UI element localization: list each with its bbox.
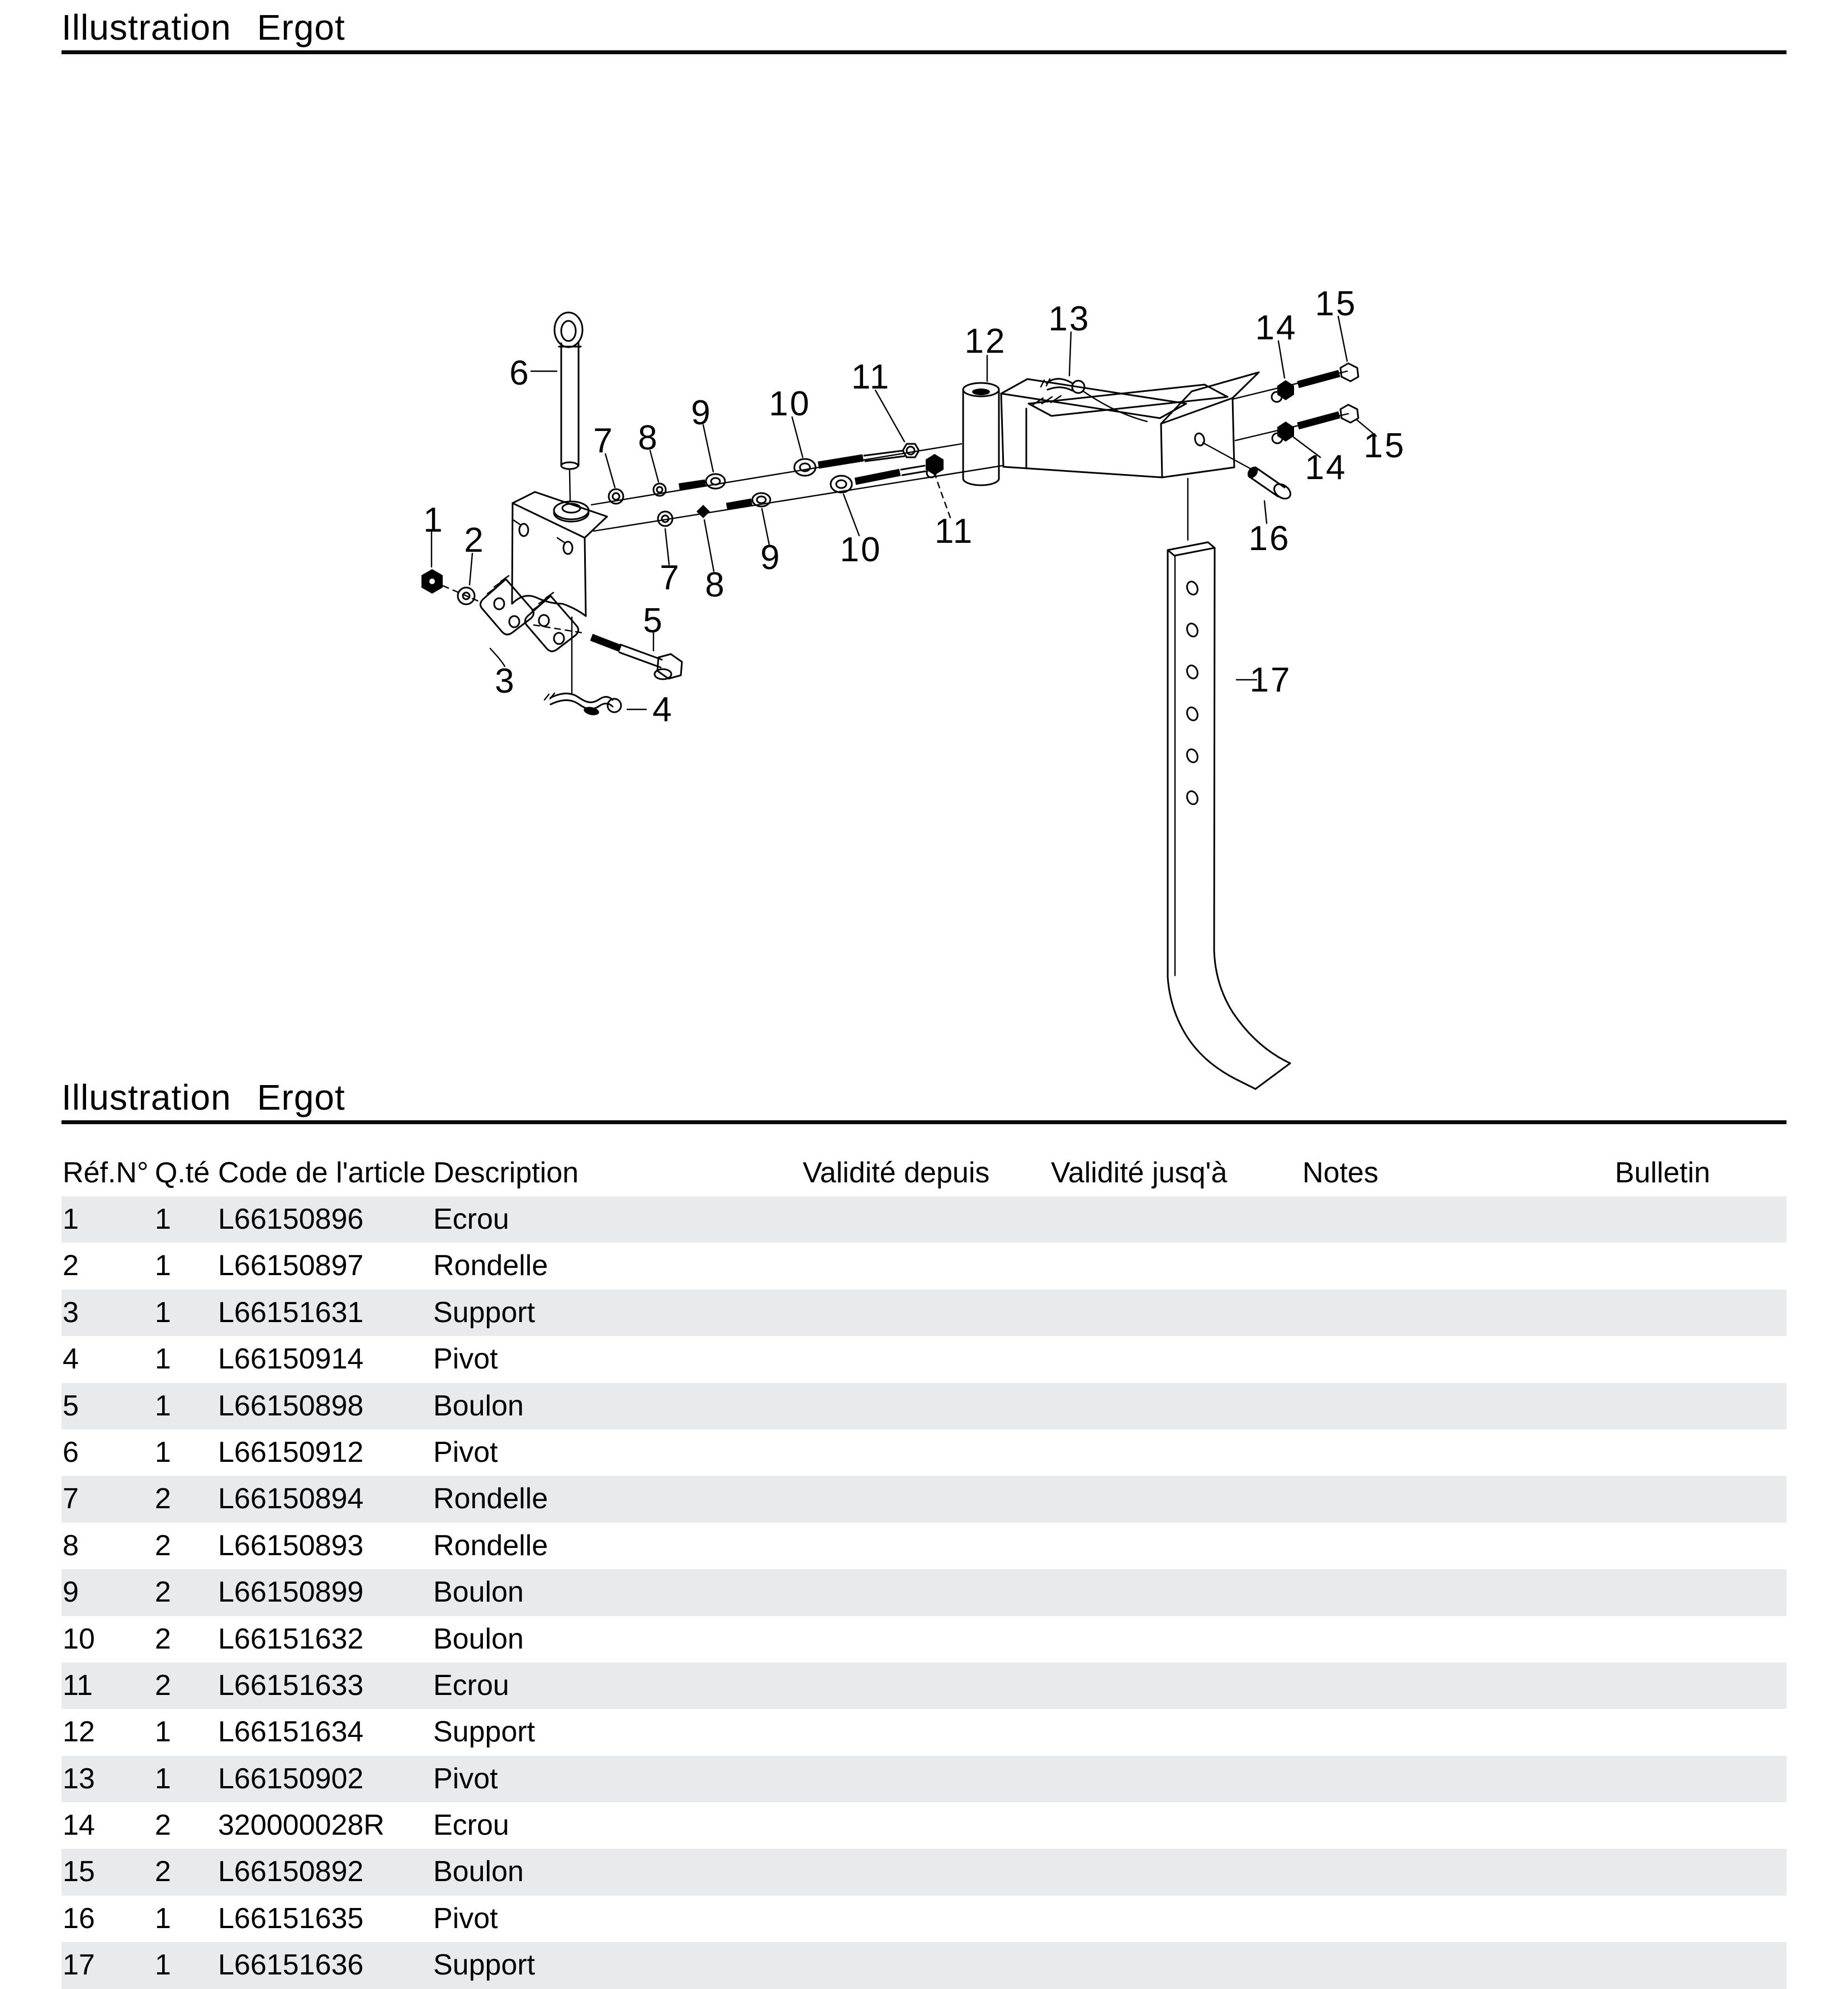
cell-qty: 2 (155, 1855, 171, 1888)
part-bolt-15b-drawing (1298, 405, 1358, 426)
callout-1: 1 (423, 501, 444, 539)
callout-13: 13 (1048, 300, 1091, 338)
cell-ref: 16 (63, 1902, 95, 1935)
cell-description: Pivot (433, 1436, 498, 1469)
table-row (61, 1942, 1787, 1988)
cell-description: Rondelle (433, 1483, 548, 1516)
cell-qty: 2 (155, 1529, 171, 1562)
cell-code: L66150898 (218, 1389, 364, 1422)
callout-10a: 10 (769, 385, 811, 423)
table-title-app: Illustration (61, 1077, 231, 1117)
cell-qty: 2 (155, 1622, 171, 1655)
cell-code: L66151635 (218, 1902, 364, 1935)
part-bolt-15a-drawing (1298, 363, 1358, 385)
table-row (61, 1802, 1787, 1849)
header-bulletin: Bulletin (1615, 1157, 1710, 1189)
part-pivot-pin-6-drawing (555, 312, 582, 501)
cell-description: Boulon (433, 1855, 524, 1888)
cell-code: L66150892 (218, 1855, 364, 1888)
part-support-cylinder-12-drawing (963, 383, 999, 485)
cell-ref: 1 (63, 1203, 79, 1235)
cell-qty: 1 (155, 1762, 171, 1795)
table-row (61, 1476, 1787, 1522)
cell-description: Rondelle (433, 1249, 548, 1282)
cell-qty: 1 (155, 1249, 171, 1282)
table-row (61, 1616, 1787, 1663)
table-row (61, 1756, 1787, 1802)
header-valid-until: Validité jusq'à (1051, 1157, 1228, 1189)
cell-ref: 15 (63, 1855, 95, 1888)
cell-qty: 1 (155, 1949, 171, 1982)
page-title-section: Ergot (257, 7, 345, 48)
part-nut-14b-drawing (1272, 422, 1294, 443)
cell-qty: 2 (155, 1669, 171, 1702)
cell-qty: 2 (155, 1576, 171, 1609)
table-row (61, 1243, 1787, 1289)
cell-code: 320000028R (218, 1809, 385, 1842)
callout-9b: 9 (760, 538, 781, 577)
callout-17: 17 (1249, 661, 1292, 699)
table-row (61, 1709, 1787, 1755)
part-nut-11a-drawing (903, 444, 919, 457)
callout-15b: 15 (1363, 427, 1406, 465)
callout-3: 3 (495, 662, 516, 700)
cell-ref: 9 (63, 1576, 79, 1609)
cell-qty: 2 (155, 1483, 171, 1516)
callout-4: 4 (652, 690, 674, 729)
cell-qty: 1 (155, 1436, 171, 1469)
cell-code: L66150902 (218, 1762, 364, 1795)
part-nut-1-drawing (421, 569, 443, 594)
header-qty: Q.té (155, 1157, 210, 1189)
callout-14b: 14 (1305, 448, 1347, 487)
callout-8b: 8 (705, 566, 726, 604)
cell-description: Boulon (433, 1576, 524, 1609)
cell-ref: 7 (63, 1483, 79, 1516)
part-clamp-box-drawing (1161, 372, 1259, 540)
callout-11a: 11 (851, 358, 891, 396)
table-row (61, 1663, 1787, 1709)
header-valid-from: Validité depuis (803, 1157, 990, 1189)
part-nut-14a-drawing (1272, 380, 1294, 402)
table-row (61, 1523, 1787, 1569)
callout-labels (423, 285, 1405, 729)
cell-code: L66151633 (218, 1669, 364, 1702)
part-pivot-pin-16-drawing (1203, 443, 1293, 501)
table-row (61, 1896, 1787, 1942)
cell-qty: 1 (155, 1343, 171, 1376)
cell-code: L66150894 (218, 1483, 364, 1516)
callout-2: 2 (464, 521, 485, 560)
cell-qty: 1 (155, 1902, 171, 1935)
cell-ref: 10 (63, 1622, 95, 1655)
cell-description: Support (433, 1296, 536, 1329)
cell-code: L66150899 (218, 1576, 364, 1609)
parts-table-header (61, 1156, 1787, 1190)
cell-ref: 4 (63, 1343, 79, 1376)
parts-table-body (61, 1196, 1787, 1989)
table-row (61, 1383, 1787, 1429)
table-row (61, 1290, 1787, 1336)
cell-qty: 1 (155, 1203, 171, 1235)
cell-description: Support (433, 1716, 536, 1749)
cell-code: L66150896 (218, 1203, 364, 1235)
table-row (61, 1569, 1787, 1616)
part-shank-17-drawing (1168, 542, 1290, 1089)
part-bolt-5-drawing (591, 637, 682, 679)
cell-description: Ecrou (433, 1203, 509, 1235)
cell-description: Pivot (433, 1343, 498, 1376)
header-notes: Notes (1302, 1157, 1378, 1189)
callout-16: 16 (1248, 519, 1291, 558)
cell-description: Ecrou (433, 1669, 509, 1702)
callout-9a: 9 (691, 394, 712, 432)
cell-ref: 14 (63, 1809, 95, 1842)
callout-8a: 8 (638, 419, 659, 457)
page-title-app: Illustration (61, 7, 231, 48)
table-row (61, 1849, 1787, 1895)
cell-description: Rondelle (433, 1529, 548, 1562)
cell-ref: 5 (63, 1389, 79, 1422)
cell-qty: 1 (155, 1716, 171, 1749)
part-bolt-10b-drawing (831, 466, 926, 492)
cell-code: L66151634 (218, 1716, 364, 1749)
table-row (61, 1429, 1787, 1476)
cell-code: L66151636 (218, 1949, 364, 1982)
cell-code: L66150914 (218, 1343, 364, 1376)
header-ref: Réf.N° (63, 1157, 149, 1189)
cell-description: Support (433, 1949, 536, 1982)
cell-code: L66151631 (218, 1296, 364, 1329)
cell-ref: 3 (63, 1296, 79, 1329)
callout-7b: 7 (660, 558, 681, 597)
cell-ref: 8 (63, 1529, 79, 1562)
cell-description: Boulon (433, 1389, 524, 1422)
table-section-title (61, 1078, 345, 1117)
part-washer-7a-drawing (609, 489, 623, 504)
cell-code: L66150912 (218, 1436, 364, 1469)
cell-ref: 2 (63, 1249, 79, 1282)
header-code: Code de l'article (218, 1157, 426, 1189)
cell-code: L66151632 (218, 1622, 364, 1655)
title-rule-table (61, 1120, 1787, 1124)
cell-ref: 11 (63, 1669, 93, 1702)
part-washer-8b-drawing (696, 505, 710, 518)
cell-qty: 1 (155, 1296, 171, 1329)
callout-12: 12 (964, 322, 1007, 361)
cell-qty: 2 (155, 1809, 171, 1842)
cell-description: Ecrou (433, 1809, 509, 1842)
cell-description: Boulon (433, 1622, 524, 1655)
callout-11b: 11 (934, 512, 974, 551)
cell-ref: 17 (63, 1949, 95, 1982)
part-hairpin-pin-4-drawing (544, 693, 621, 717)
callout-15a: 15 (1315, 285, 1357, 323)
table-row (61, 1196, 1787, 1243)
callout-7a: 7 (593, 422, 614, 460)
part-bolt-9a-drawing (679, 474, 725, 489)
cell-qty: 1 (155, 1389, 171, 1422)
callout-10b: 10 (840, 531, 882, 569)
part-toolbar-tube-drawing (1001, 379, 1186, 477)
table-row (61, 1336, 1787, 1382)
cell-ref: 6 (63, 1436, 79, 1469)
cell-ref: 13 (63, 1762, 95, 1795)
cell-ref: 12 (63, 1716, 95, 1749)
cell-code: L66150893 (218, 1529, 364, 1562)
cell-description: Pivot (433, 1902, 498, 1935)
table-title-section: Ergot (257, 1077, 345, 1117)
cell-code: L66150897 (218, 1249, 364, 1282)
callout-6: 6 (509, 354, 530, 392)
header-description: Description (433, 1157, 579, 1189)
callout-5: 5 (643, 602, 664, 640)
cell-description: Pivot (433, 1762, 498, 1795)
callout-14a: 14 (1255, 309, 1297, 347)
